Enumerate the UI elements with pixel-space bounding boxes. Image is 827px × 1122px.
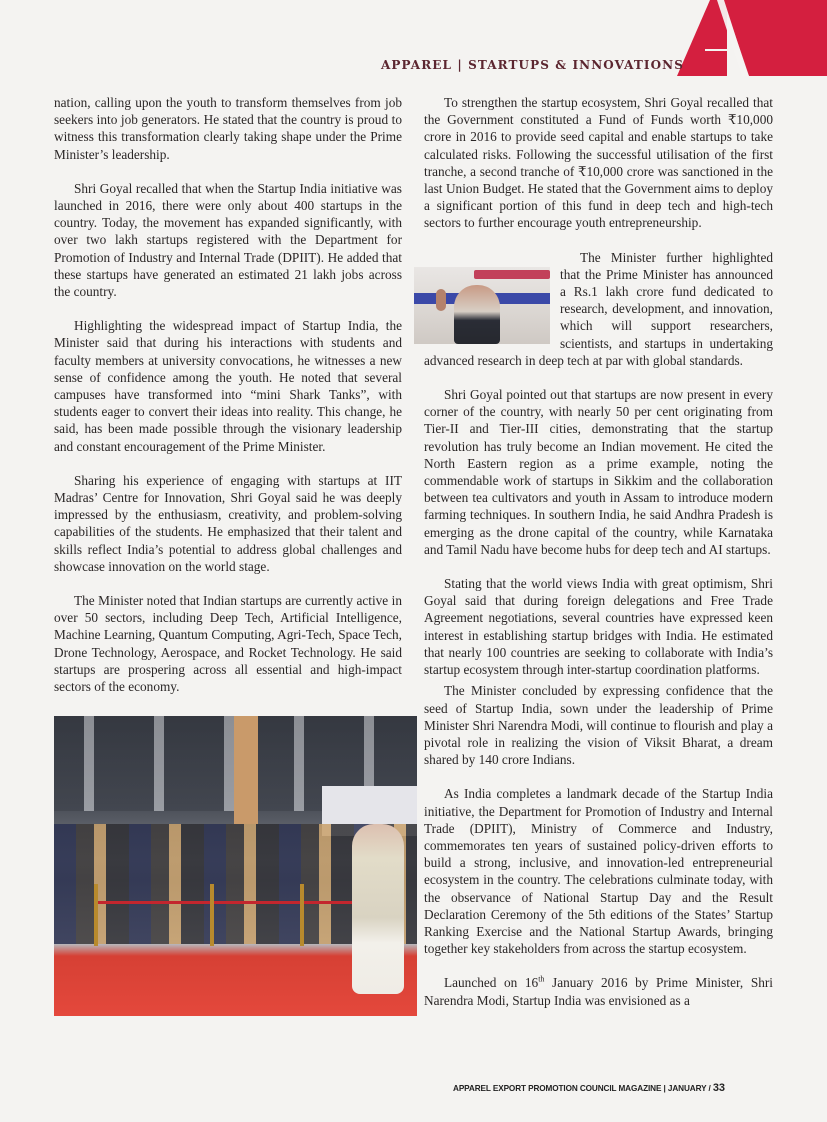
right-column [424, 94, 773, 1009]
article-paragraph: Highlighting the widespread impact of Startup India, the Minister said that during his interactions with students and faculty members at university convocations, he witnesses a new sense of confidence among the youth. He noted that several campuses have transformed into “mini Shark Tanks”, with students eager to convert their ideas into reality. This change, he said, has been made possible through the visionary leadership and constant encouragement of the Prime Minister. [54, 318, 402, 454]
article-paragraph: The Minister noted that Indian startups are currently active in over 50 sectors, including Deep Tech, Artificial Intelligence, Machine Learning, Quantum Computing, Agri-Tech, Space Tech, Drone Technology, Aerospace, and Rocket Technology. He said startups are prospering across all essential and high-impact sectors of the economy. [54, 593, 402, 695]
minister-speaking-photo [414, 267, 550, 344]
footer-separator: / [706, 1084, 713, 1093]
article-paragraph: Shri Goyal recalled that when the Startup India initiative was launched in 2016, there were only about 400 startups in the country. Today, the movement has expanded significantly, with over two lakh startups registered with the Department for Promotion of Industry and Internal Trade (DPIIT). He added that these startups have generated an estimated 21 lakh jobs across the country. [54, 180, 402, 300]
photo-person [352, 824, 404, 994]
magazine-logo-icon [677, 0, 827, 76]
left-column [54, 94, 402, 695]
photo-pillar [234, 716, 258, 824]
photo-person [454, 285, 500, 344]
stanchion-post [300, 884, 304, 946]
article-paragraph [424, 974, 773, 1008]
article-paragraph: Shri Goyal pointed out that startups are now present in every corner of the country, with nearly 50 per cent originating from Tier-II and Tier-III cities, demonstrating that the startup revolution has truly become an Indian movement. He cited the North Eastern region as a prime example, noting the commendable work of startups in Sikkim and the collaboration between tea cultivators and youth in Assam to introduce modern farming techniques. In southern India, he said Andhra Pradesh is emerging as the drone capital of the country, while Karnataka and Tamil Nadu have become hubs for deep tech and AI startups. [424, 387, 773, 557]
red-rope [214, 901, 300, 904]
article-paragraph: Sharing his experience of engaging with startups at IIT Madras’ Centre for Innovation, Shri Goyal said he was deeply impressed by the enthusiasm, creativity, and problem-solving capabilities of the students. He emphasized that their talent and skills reflect India’s potential to address global challenges and showcase innovation on the world stage. [54, 472, 402, 574]
article-paragraph: Stating that the world views India with great optimism, Shri Goyal said that during foreign delegations and Free Trade Agreement negotiations, several countries have expressed keen interest in establishing startup bridges with India. He estimated that nearly 100 countries are seeking to collaborate with India’s startup ecosystem through inter-startup coordination platforms. [424, 576, 773, 678]
article-paragraph: nation, calling upon the youth to transform themselves from job seekers into job generators. He stated that the country is proud to witness this transformation clearly taking shape under the Prime Minister’s leadership. [54, 95, 402, 162]
photo-banner [474, 270, 550, 279]
stanchion-post [94, 884, 98, 946]
article-paragraph: The Minister further highlighted that the Prime Minister has announced a Rs.1 lakh crore fund dedicated to research, development, and innovation, which will support researchers, scientists, and startups in undertaking advanced research in deep tech at par with global standards. [424, 249, 773, 368]
stanchion-post [210, 884, 214, 946]
article-paragraph: As India completes a landmark decade of the Startup India initiative, the Department for Promotion of Industry and Internal Trade (DPIIT), Ministry of Commerce and Industry, commemorates ten years of sustained policy-driven efforts to build a strong, inclusive, and innovation-led entrepreneurial ecosystem in the country. The celebrations culminate today, with the observance of National Startup Day and the Result Declaration Ceremony of the 5th editions of the States’ Startup Ranking Exercise and the National Startup Awards, bringing together key stakeholders from across the startup ecosystem. [424, 786, 773, 957]
text-run: January 2016 by Prime Minister, Shri Narendra Modi, Startup India was envisioned as a [424, 975, 773, 1008]
red-rope [98, 901, 210, 904]
magazine-name: APPAREL EXPORT PROMOTION COUNCIL MAGAZINE | JANUARY [453, 1084, 707, 1093]
page-number: 33 [712, 1082, 725, 1094]
text-run: Launched on 16 [444, 975, 539, 991]
article-paragraph: The Minister concluded by expressing confidence that the seed of Startup India, sown under the leadership of Prime Minister Shri Narendra Modi, will continue to flourish and play a pivotal role in realizing the vision of Viksit Bharat, a dream shared by 140 crore Indians. [424, 683, 773, 768]
article-paragraph: To strengthen the startup ecosystem, Shri Goyal recalled that the Government constituted a Fund of Funds worth ₹10,000 crore in 2016 to provide seed capital and enable startups to take calculated risks. Following the successful utilisation of the first tranche, a second tranche of ₹10,000 crore was sanctioned in the last Union Budget. He stated that the Government aims to deploy a significant portion of this fund in deep tech and high-tech sectors to further encourage youth entrepreneurship. [424, 95, 773, 231]
ordinal-suffix: th [538, 974, 545, 984]
page-footer [453, 1082, 725, 1094]
event-photo [54, 716, 417, 1016]
red-rope [304, 901, 352, 904]
photo-hand [436, 289, 446, 311]
section-header: APPAREL | STARTUPS & INNOVATIONS [381, 58, 685, 72]
